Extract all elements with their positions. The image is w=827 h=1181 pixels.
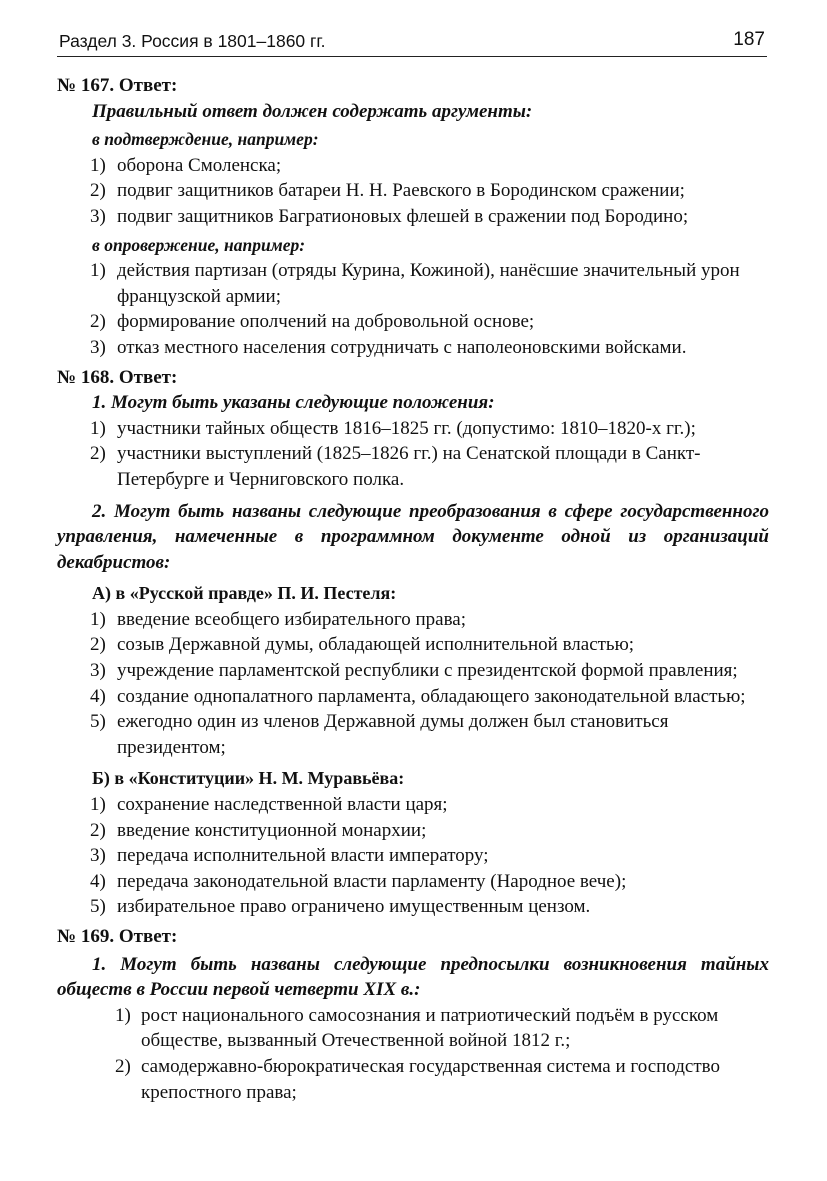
item-text: оборона Смоленска; <box>117 154 282 176</box>
running-header <box>57 30 767 57</box>
answer-167-support-list <box>57 153 769 230</box>
list-item <box>57 792 769 818</box>
item-number: 4) <box>90 685 106 707</box>
item-text: создание однопалатного парламента, обладающего законодательной властью; <box>117 685 746 707</box>
answer-168-part1-list <box>57 416 769 493</box>
item-number: 3) <box>90 205 106 227</box>
answer-167-title: № 167. Ответ: <box>57 75 178 96</box>
list-item <box>57 1054 769 1105</box>
item-text: действия партизан (отряды Курина, Кожиной), нанёсшие значительный урон французской армии; <box>117 260 740 307</box>
list-item <box>57 607 769 633</box>
answer-168-a-list <box>57 607 769 761</box>
item-number: 1) <box>90 417 106 439</box>
item-number: 2) <box>90 311 106 333</box>
list-item <box>57 258 769 309</box>
item-text: подвиг защитников Багратионовых флешей в сражении под Бородино; <box>117 205 689 227</box>
list-item <box>57 335 769 361</box>
item-number: 2) <box>115 1055 131 1077</box>
list-item <box>57 843 769 869</box>
page-body <box>57 73 769 1105</box>
list-item <box>57 153 769 179</box>
item-text: ежегодно один из членов Державной думы должен был становиться президентом; <box>117 711 669 758</box>
item-number: 5) <box>90 711 106 733</box>
list-item <box>57 894 769 920</box>
answer-169-title: № 169. Ответ: <box>57 926 178 947</box>
item-number: 1) <box>90 154 106 176</box>
list-item <box>57 441 769 492</box>
item-text: рост национального самосознания и патриотический подъём в русском обществе, вызванный Отечественной войной 1812 г.; <box>141 1004 719 1052</box>
answer-168-a-heading: А) в «Русской правде» П. И. Пестеля: <box>92 583 397 604</box>
item-number: 1) <box>90 608 106 630</box>
answer-167-refute-heading: в опровержение, например: <box>92 234 306 255</box>
item-number: 1) <box>115 1004 131 1026</box>
item-number: 1) <box>90 794 106 816</box>
list-item <box>57 416 769 442</box>
answer-167-support-heading: в подтверждение, например: <box>92 129 319 150</box>
item-number: 3) <box>90 845 106 867</box>
item-number: 4) <box>90 870 106 892</box>
item-number: 1) <box>90 260 106 282</box>
answer-167-intro: Правильный ответ должен содержать аргументы: <box>92 100 533 122</box>
section-title: Раздел 3. Россия в 1801–1860 гг. <box>59 31 326 51</box>
list-item <box>57 658 769 684</box>
item-text: участники выступлений (1825–1826 гг.) на Сенатской площади в Санкт-Петербурге и Черниговского полка. <box>117 443 701 490</box>
item-text: избирательное право ограничено имущественным цензом. <box>117 896 591 918</box>
item-number: 3) <box>90 660 106 682</box>
item-text: участники тайных обществ 1816–1825 гг. (допустимо: 1810–1820-х гг.); <box>117 417 696 439</box>
item-text: сохранение наследственной власти царя; <box>117 794 448 816</box>
item-text: созыв Державной думы, обладающей исполнительной властью; <box>117 634 635 656</box>
list-item <box>57 869 769 895</box>
item-number: 2) <box>90 634 106 656</box>
answer-167-refute-list <box>57 258 769 360</box>
item-number: 2) <box>90 180 106 202</box>
item-number: 2) <box>90 443 106 465</box>
item-text: введение всеобщего избирательного права; <box>117 608 466 630</box>
item-text: учреждение парламентской республики с президентской формой правления; <box>117 660 738 682</box>
item-text: подвиг защитников батареи Н. Н. Раевского в Бородинском сражении; <box>117 180 685 202</box>
list-item <box>57 178 769 204</box>
answer-168-title: № 168. Ответ: <box>57 366 178 388</box>
answer-168-b-heading: Б) в «Конституции» Н. М. Муравьёва: <box>92 768 405 789</box>
answer-169-part1-list <box>57 1003 769 1105</box>
answer-168-part1-heading: 1. Могут быть указаны следующие положения: <box>92 392 495 414</box>
item-number: 2) <box>90 819 106 841</box>
item-number: 3) <box>90 336 106 358</box>
answer-168-part2-heading: 2. Могут быть названы следующие преобразования в сфере государственного управления, намеченные в программном документе одной из организаций декабристов: <box>57 500 769 573</box>
list-item <box>57 1003 769 1054</box>
answer-169-part1-heading: 1. Могут быть названы следующие предпосылки возникновения тайных обществ в России первой четверти XIX в.: <box>57 953 769 1001</box>
list-item <box>57 818 769 844</box>
item-text: формирование ополчений на добровольной основе; <box>117 311 535 333</box>
answer-168-b-list <box>57 792 769 920</box>
item-text: передача исполнительной власти императору; <box>117 845 489 867</box>
item-text: самодержавно-бюрократическая государственная система и господство крепостного права; <box>141 1055 720 1103</box>
list-item <box>57 309 769 335</box>
list-item <box>57 709 769 760</box>
list-item <box>57 204 769 230</box>
item-number: 5) <box>90 896 106 918</box>
item-text: отказ местного населения сотрудничать с наполеоновскими войсками. <box>117 336 687 358</box>
list-item <box>57 632 769 658</box>
list-item <box>57 684 769 710</box>
item-text: передача законодательной власти парламенту (Народное вече); <box>117 870 627 892</box>
item-text: введение конституционной монархии; <box>117 819 427 841</box>
page-number: 187 <box>733 29 765 50</box>
